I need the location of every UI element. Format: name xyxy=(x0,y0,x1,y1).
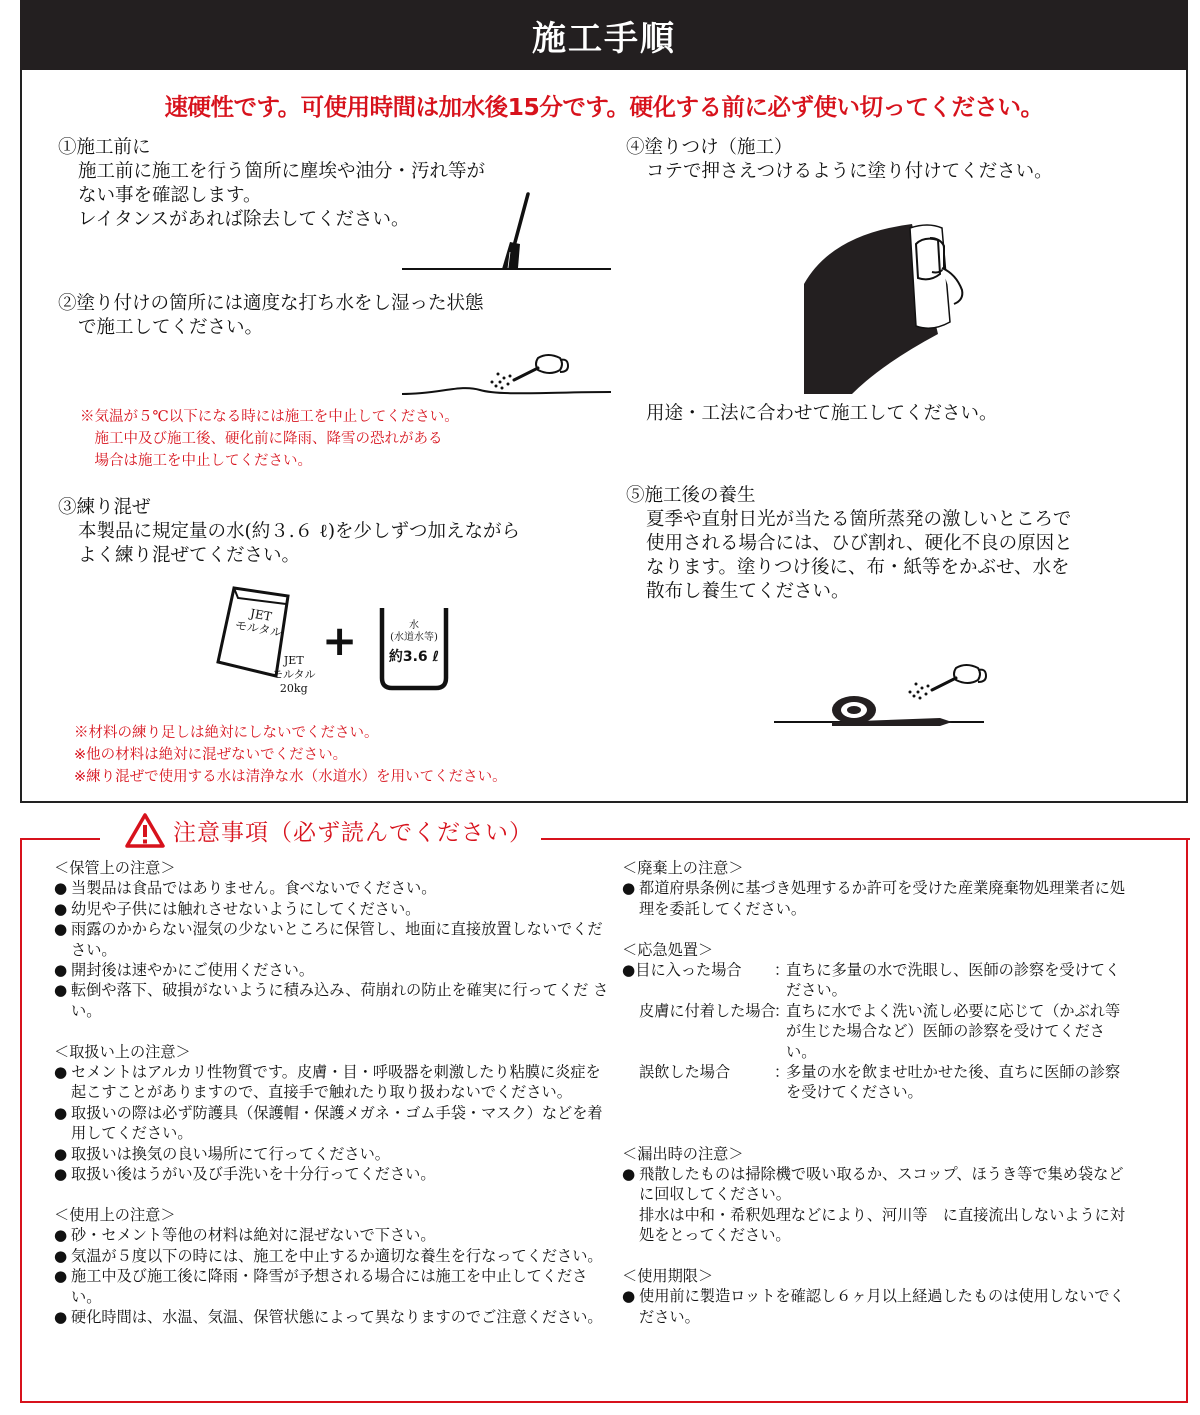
storage-item: ● 幼児や子供には触れさせないようにしてください。 xyxy=(54,899,421,918)
caution-left-column xyxy=(54,858,614,1327)
expiry-item: ● 使用前に製造ロットを確認し６ヶ月以上経過したものは使用しないでください。 xyxy=(622,1287,1125,1326)
usage-item: ● 施工中及び施工後に降雨・降雪が予想される場合には施工を中止してください。 xyxy=(54,1267,588,1306)
handling-item: ● 取扱いは換気の良い場所にて行ってください。 xyxy=(54,1144,390,1163)
step3-title: ③練り混ぜ xyxy=(58,497,151,518)
plus-sign: + xyxy=(322,616,358,665)
trowel-illustration xyxy=(782,214,982,396)
usage-item: ● 砂・セメント等他の材料は絶対に混ぜないで下さい。 xyxy=(54,1226,436,1245)
caution-title: 注意事項（必ず読んでください） xyxy=(173,819,533,846)
handling-item: ● 取扱い後はうがい及び手洗いを十分行ってください。 xyxy=(54,1165,436,1184)
step1-title: ①施工前に xyxy=(58,137,151,158)
step2-body: で施工してください。 xyxy=(78,317,264,338)
handling-heading: ＜取扱い上の注意＞ xyxy=(54,1042,191,1061)
disposal-heading: ＜廃棄上の注意＞ xyxy=(622,859,744,877)
bag-label: JET モルタル xyxy=(233,606,284,640)
step3-body: 本製品に規定量の水(約３.６ ℓ)を少しずつ加えながら よく練り混ぜてください。 xyxy=(78,521,521,566)
step4-body: コテで押さえつけるように塗り付けてください。 xyxy=(646,161,1053,182)
usage-heading: ＜使用上の注意＞ xyxy=(54,1205,176,1224)
step4-caption: 用途・工法に合わせて施工してください。 xyxy=(646,403,998,424)
caution-panel xyxy=(20,819,1188,1403)
expiry-heading: ＜使用期限＞ xyxy=(622,1267,714,1286)
step3-note: ※材料の練り足しは絶対にしないでください。 ※他の材料は絶対に混ぜないでください。 ※練り混ぜで使用する水は清浄な水（水道水）を用いてください。 xyxy=(74,725,507,785)
emergency-row-eye: ●目に入った場合 ： 直ちに多量の水で洗眼し、医師の診察を受けてください。 xyxy=(622,961,1121,1000)
curing-illustration xyxy=(772,662,986,734)
storage-item: ● 開封後は速やかにご使用ください。 xyxy=(54,961,314,980)
caution-right-column xyxy=(622,858,1134,1327)
leak-item: ● 飛散したものは掃除機で吸い取るか、スコップ、ほうき等で集め袋などに回収してください。 排水は中和・希釈処理などにより、河川等 に直接流出しないように対処をとってください。 xyxy=(622,1165,1125,1245)
step5-body: 夏季や直射日光が当たる箇所蒸発の激しいところで 使用される場合には、ひび割れ、硬化不良の原因と なります。塗りつけ後に、布・紙等をかぶせ、水を 散布し養生てください。 xyxy=(646,509,1073,602)
broom-illustration xyxy=(400,188,612,278)
step5-title: ⑤施工後の養生 xyxy=(626,485,756,506)
water-bucket-illustration xyxy=(378,606,450,690)
usage-item: ● 硬化時間は、水温、気温、保管状態によって異なりますのでご注意ください。 xyxy=(54,1307,603,1326)
procedure-panel xyxy=(20,0,1188,803)
step4-title: ④塗りつけ（施工） xyxy=(626,137,793,158)
bucket-label: 水 (水道水等) xyxy=(390,620,438,643)
step2-title: ②塗り付けの箇所には適度な打ち水をし湿った状態 xyxy=(58,293,484,314)
warning-icon xyxy=(125,812,165,848)
procedure-warning: 速硬性です。可使用時間は加水後15分です。硬化する前に必ず使い切ってください。 xyxy=(164,93,1044,121)
handling-item: ● 取扱いの際は必ず防護具（保護帽・保護メガネ・ゴム手袋・マスク）などを着用してください。 xyxy=(54,1103,603,1143)
caution-top-rule-left xyxy=(20,838,100,840)
storage-item: ● 雨露のかからない湿気の少ないところに保管し、地面に直接放置しないでください。 xyxy=(54,920,603,959)
handling-item: ● セメントはアルカリ性物質です。皮膚・目・呼吸器を刺激したり粘膜に炎症を起こすことがありますので、直接手で触れたり取り扱わないでください。 xyxy=(54,1063,601,1102)
emergency-row-skin: 皮膚に付着した場合 ： 直ちに水でよく洗い流し必要に応じて（かぶれ等が生じた場合など）医師の診察を受けてください。 xyxy=(639,1001,1121,1061)
watering-can-illustration xyxy=(400,352,612,400)
bag-caption: JET モルタル 20kg xyxy=(272,654,316,695)
step1-body: 施工前に施工を行う箇所に塵埃や油分・汚れ等が ない事を確認します。 レイタンスがあれば除去してください。 xyxy=(78,161,486,230)
disposal-item: ● 都道府県条例に基づき処理するか許可を受けた産業廃棄物処理業者に処理を委託してください。 xyxy=(622,879,1125,918)
caution-top-rule-right xyxy=(540,838,1190,840)
emergency-row-ingest: 誤飲した場合 ： 多量の水を飲ませ吐かせた後、直ちに医師の診察を受けてください。 xyxy=(639,1063,1121,1102)
storage-item: ● 当製品は食品ではありません。食べないでください。 xyxy=(54,879,437,898)
leak-heading: ＜漏出時の注意＞ xyxy=(622,1144,744,1163)
usage-item: ● 気温が５度以下の時には、施工を中止するか適切な養生を行なってください。 xyxy=(54,1246,603,1265)
emergency-heading: ＜応急処置＞ xyxy=(622,940,714,959)
bucket-amount: 約3.6 ℓ xyxy=(388,649,440,665)
procedure-title: 施工手順 xyxy=(20,0,1188,70)
storage-item: ● 転倒や落下、破損がないように積み込み、荷崩れの防止を確実に行ってくだ さい。 xyxy=(54,981,609,1020)
caution-heading xyxy=(117,812,541,848)
step2-note: ※気温が５℃以下になる時には施工を中止してください。 施工中及び施工後、硬化前に降雨、降雪の恐れがある 場合は施工を中止してください。 xyxy=(80,409,459,469)
storage-heading: ＜保管上の注意＞ xyxy=(54,859,176,877)
